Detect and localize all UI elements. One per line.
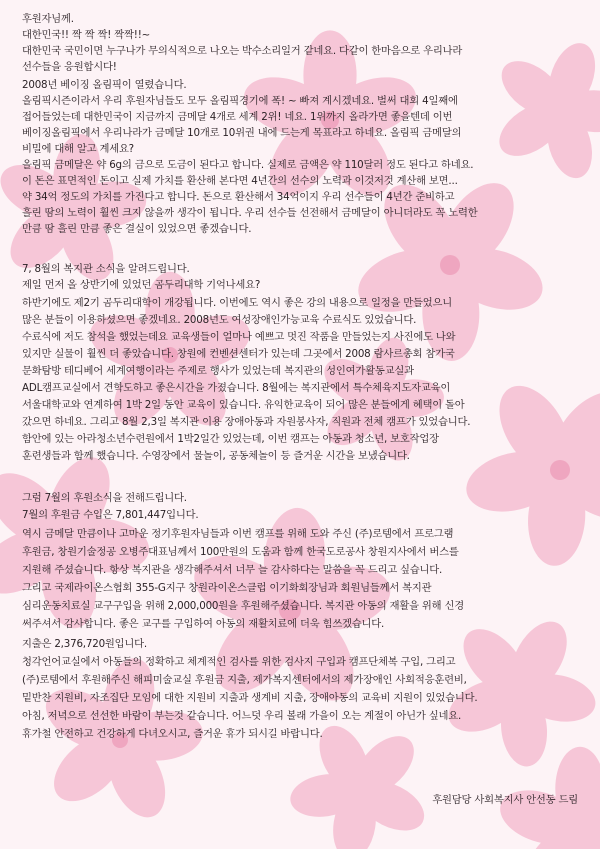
expense-total: 지출은 2,376,720원입니다. <box>22 638 147 650</box>
donation-line: 써주셔서 감사합니다. 좋은 교구를 구입하여 아동의 재활치료에 더욱 힘쓰겠습니다. <box>22 618 385 630</box>
greeting: 후원자님께. <box>22 13 74 25</box>
olympics-line: 접어들었는데 대한민국이 지금까지 금메달 4개로 세계 2위! 네요. 1위까지 올라가면 좋을텐데 이번 <box>22 111 453 123</box>
donation-line: 지원해 주셨습니다. 항상 복지관을 생각해주셔서 너무 늘 감사하다는 말씀을 꼭 드리고 싶습니다. <box>22 564 443 576</box>
olympics-line: 비밀에 대해 알고 계세요? <box>22 143 134 155</box>
olympics-line: 만큼 땀 흘린 만큼 좋은 결실이 있었으면 좋겠습니다. <box>22 223 252 235</box>
donation-line: 그리고 국제라이온스협회 355-G지구 창원라이온스클럽 이기화회장님과 회원님들께서 복지관 <box>22 582 432 594</box>
news-line: 하반기에도 제2기 곰두리대학이 개강됩니다. 이번에도 역시 좋은 강의 내용으로 일정을 만들었으니 <box>22 297 453 309</box>
news-title: 7, 8월의 복지관 소식을 알려드립니다. <box>22 263 190 275</box>
news-line: 수료식에 저도 참석을 했었는데요 교육생들이 얼마나 예쁘고 멋진 작품을 만들었는지 사진에도 나와 <box>22 331 456 343</box>
olympics-line: 베이징올림픽에서 우리나라가 금메달 10개로 10위권 내에 드는게 목표라고 하네요. 올림픽 금메달의 <box>22 127 462 139</box>
olympics-line: 이 돈은 표면적인 돈이고 실제 가치를 환산해 본다면 4년간의 선수의 노력과 이것저것 계산해 보면... <box>22 175 458 187</box>
donation-total: 7월의 후원금 수입은 7,801,447입니다. <box>22 509 199 521</box>
closing-line: 휴가철 안전하고 건강하게 다녀오시고, 즐거운 휴가 되시길 바랍니다. <box>22 728 323 740</box>
donation-line: 청각언어교실에서 아동들의 정확하고 체계적인 검사를 위한 검사지 구입과 캠프단체복 구입, 그리고 <box>22 656 456 668</box>
donation-line: 후원금, 창원기술정공 오병주대표님께서 100만원의 도움과 함께 한국도로공사 창원지사에서 버스를 <box>22 546 459 558</box>
donation-line: 심리운동치료실 교구구입을 위해 2,000,000원을 후원해주셨습니다. 복지관 아동의 재활을 위해 신경 <box>22 600 464 612</box>
news-line: 함안에 있는 아라청소년수련원에서 1박2일간 있었는데, 이번 캠프는 아동과 청소년, 보호작업장 <box>22 433 439 445</box>
news-line: ADL캠프교실에서 견학도하고 좋은시간을 가졌습니다. 8월에는 복지관에서 특수체육지도자교육이 <box>22 382 451 394</box>
news-line: 많은 분들이 이용하셨으면 좋겠네요. 2008년도 여성장애인가능교육 수료식도 있었습니다. <box>22 314 417 326</box>
news-line: 문화탐방 테디베어 세계여행이라는 주제로 행사가 있었는데 복지관의 성인여가활동교실과 <box>22 365 414 377</box>
olympics-line: 올림픽시즌이라서 우리 후원자님들도 모두 올림픽경기에 폭! ~ 빠져 계시겠네요. 벌써 대회 4일째에 <box>22 95 458 107</box>
intro-line: 선수들을 응원합시다! <box>22 61 117 73</box>
olympics-line: 약 34억 정도의 가치를 가진다고 합니다. 돈으로 환산해서 34억이지 우리 선수들이 4년간 준비하고 <box>22 191 455 203</box>
closing-line: 아침, 저녁으로 선선한 바람이 부는것 같습니다. 어느덧 우리 볼래 가을이 오는 계절이 아닌가 싶네요. <box>22 710 462 722</box>
olympics-line: 흘린 땀의 노력이 훨씬 크지 않을까 생각이 됩니다. 우리 선수들 선전해서 금메달이 아니더라도 꼭 노력한 <box>22 207 478 219</box>
donation-title: 그럼 7월의 후원소식을 전해드립니다. <box>22 492 187 504</box>
news-line: 서울대학교와 연계하여 1박 2일 동안 교육이 있습니다. 유익한교육이 되어 많은 분들에게 혜택이 돌아 <box>22 399 465 411</box>
donation-line: 역시 금메달 만큼이나 고마운 정기후원자님들과 이번 캠프를 위해 도와 주신 (주)로템에서 프로그램 <box>22 528 454 540</box>
intro-line: 대한민국 국민이면 누구나가 무의식적으로 나오는 박수소리일거 같네요. 다같이 한마음으로 우리나라 <box>22 45 463 57</box>
news-line: 있지만 실물이 훨씬 더 좋았습니다. 창원에 컨벤션센터가 있는데 그곳에서 2008 람사르총회 참가국 <box>22 348 455 360</box>
news-line: 갔으면 하네요. 그리고 8월 2,3일 복지관 이용 장애아동과 자원봉사자, 직원과 전체 캠프가 있었습니다. <box>22 416 471 428</box>
olympics-title: 2008년 베이징 올림픽이 열렸습니다. <box>22 79 187 91</box>
news-line: 훈련생들과 함께 했습니다. 수영장에서 물놀이, 공동체놀이 등 즐거운 시간을 보냈습니다. <box>22 450 410 462</box>
olympics-line: 올림픽 금메달은 약 6g의 금으로 도금이 된다고 합니다. 실제로 금액은 약 110달러 정도 된다고 하네요. <box>22 159 474 171</box>
news-subtitle: 제일 먼저 올 상반기에 있었던 곰두리대학 기억나세요? <box>22 279 261 291</box>
donation-line: 밑반찬 지원비, 자조집단 모임에 대한 지원비 지출과 생계비 지출, 장애아동의 교육비 지원이 있었습니다. <box>22 692 478 704</box>
signature: 후원담당 사회복지사 안선동 드림 <box>432 794 578 806</box>
cheer-line: 대한민국!! 짝 짝 짝! 짝짝!!~ <box>22 29 151 41</box>
donation-line: (주)로템에서 후원해주신 해피미술교실 후원금 지출, 제가복지센터에서의 제가장애인 사회적응훈련비, <box>22 674 467 686</box>
